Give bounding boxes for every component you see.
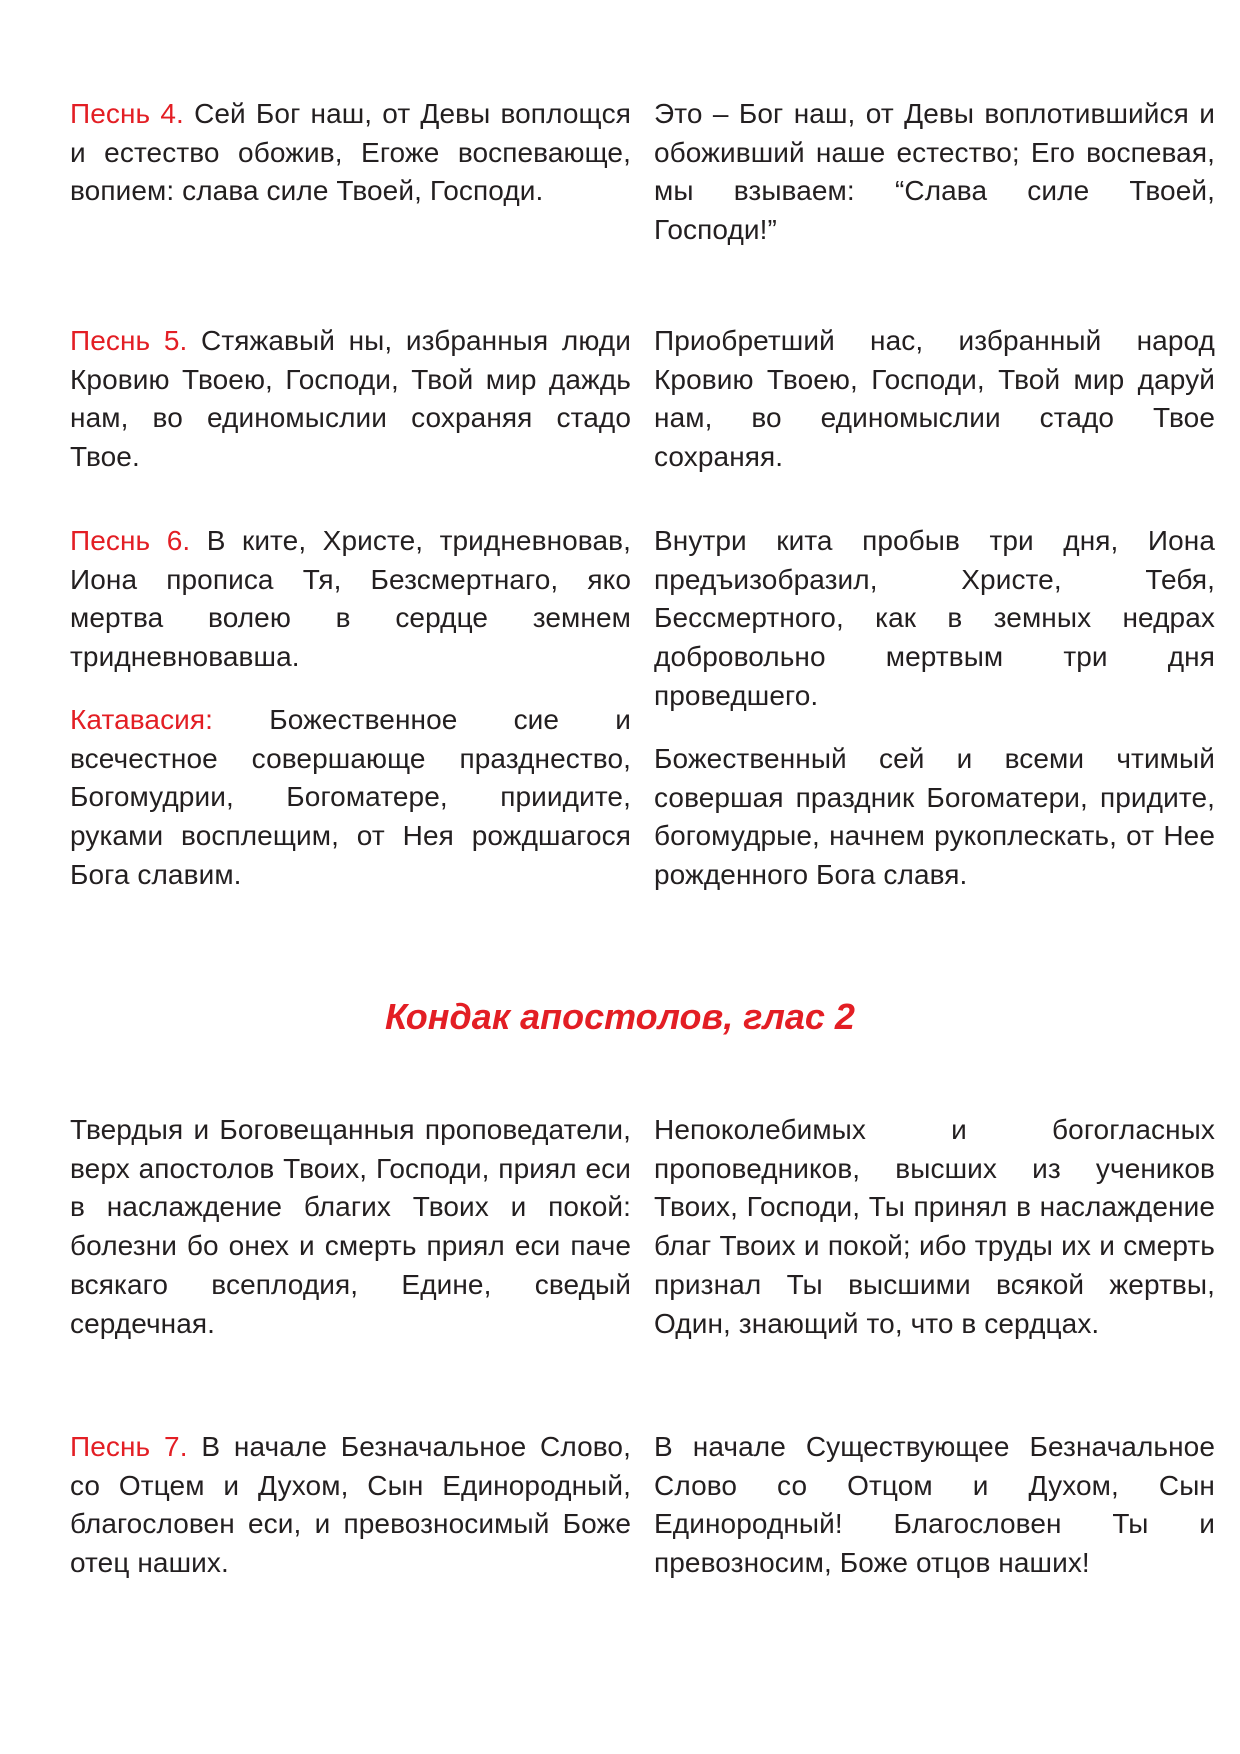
song4-church-slavonic [70,95,631,211]
song5-right-text: Приобретший нас, избранный народ Кровию Твоею, Господи, Твой мир даруй нам, во единомыслии стадо Твое сохраняя. [654,325,1215,473]
song4-right-text: Это – Бог наш, от Девы воплотившийся и обоживший наше естество; Его воспевая, мы взываем: “Слава силе Твоей, Господи!” [654,98,1215,246]
song6-russian [654,522,1215,716]
song6-right-text: Внутри кита пробыв три дня, Иона предъизобразил, Христе, Тебя, Бессмертного, как в земных недрах добровольно мертвым три дня проведшего. [654,525,1215,711]
katavasia-left-paragraph [70,701,631,895]
kontak-left-text: Твердыя и Боговещанныя проповедатели, верх апостолов Твоих, Господи, приял еси в наслаждение благих Твоих и покой: болезни бо онех и смерть приял еси паче всякаго всеплодия, Едине, сведый сердечная. [70,1114,631,1339]
song4-left-text: Сей Бог наш, от Девы воплощся и естество обожив, Егоже воспевающе, вопием: слава силе Твоей, Господи. [70,98,631,207]
song5-left-text: Стяжавый ны, избранныя люди Кровию Твоею, Господи, Твой мир даждь нам, во единомыслии сохраняя стадо Твое. [70,325,631,473]
song6-label: Песнь 6. [70,525,191,556]
katavasia-right-text: Божественный сей и всеми чтимый совершая праздник Богоматери, придите, богомудрые, начнем рукоплескать, от Нее рожденного Бога славя. [654,743,1215,891]
song7-russian [654,1428,1215,1583]
song4-russian [654,95,1215,250]
song7-left-text: В начале Безначальное Слово, со Отцем и Духом, Сын Единородный, благословен еси, и превозносимый Боже отец наших. [70,1431,631,1579]
katavasia-church-slavonic [70,701,631,895]
kontak-heading: Кондак апостолов, глас 2 [385,996,855,1037]
song6-church-slavonic [70,522,631,677]
song4-label: Песнь 4. [70,98,184,129]
song7-left-paragraph [70,1428,631,1583]
song6-left-text: В ките, Христе, тридневновав, Иона прописа Тя, Безсмертнаго, яко мертва волею в сердце земнем тридневновавша. [70,525,631,673]
song5-label: Песнь 5. [70,325,188,356]
kontak-russian [654,1111,1215,1343]
song5-russian [654,322,1215,477]
kontak-church-slavonic [70,1111,631,1343]
song7-church-slavonic [70,1428,631,1583]
song5-left-paragraph [70,322,631,477]
katavasia-russian [654,740,1215,895]
kontak-right-text: Непоколебимых и богогласных проповедников, высших из учеников Твоих, Господи, Ты принял в наслаждение благ Твоих и покой; ибо труды их и смерть признал Ты высшими всякой жертвы, Один, знающий то, что в сердцах. [654,1114,1215,1339]
song5-church-slavonic [70,322,631,477]
song7-right-text: В начале Существующее Безначальное Слово со Отцом и Духом, Сын Единородный! Благословен Ты и превозносим, Боже отцов наших! [654,1431,1215,1579]
katavasia-left-text: Божественное сие и всечестное совершающе празднество, Богомудрии, Богоматере, приидите, руками восплещим, от Нея рождшагося Бога славим. [70,704,631,890]
song4-left-paragraph [70,95,631,211]
song7-label: Песнь 7. [70,1431,188,1462]
katavasia-label: Катавасия: [70,704,214,735]
song6-left-paragraph [70,522,631,677]
